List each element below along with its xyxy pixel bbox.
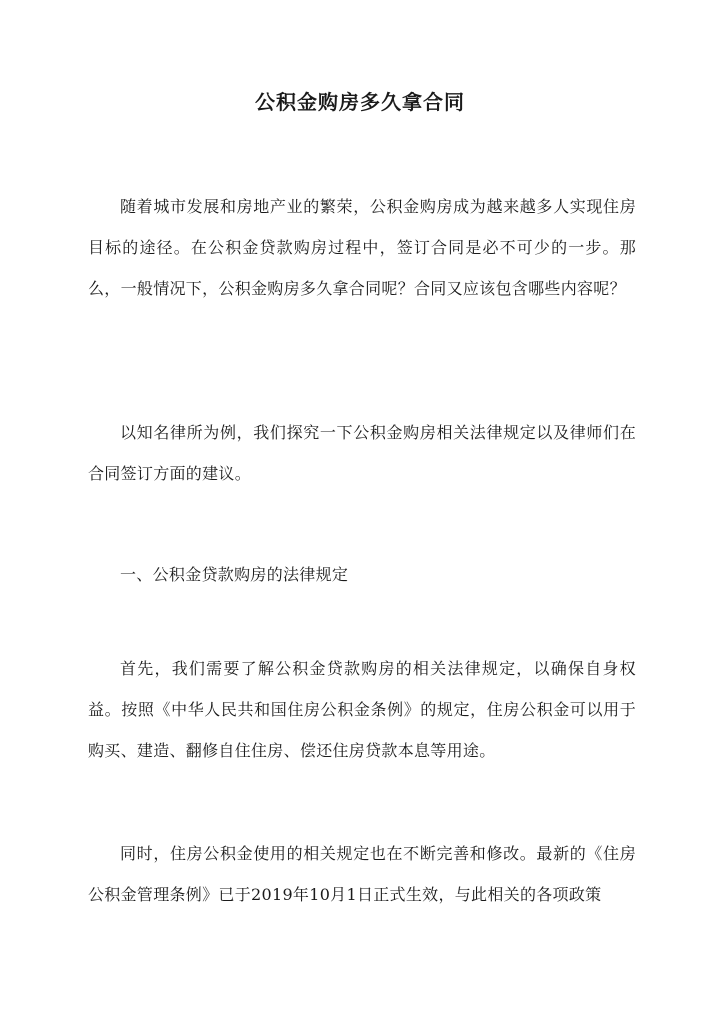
paragraph-example: 以知名律所为例，我们探究一下公积金购房相关法律规定以及律师们在合同签订方面的建议。	[88, 423, 636, 483]
paragraph-legal-rules: 首先，我们需要了解公积金贷款购房的相关法律规定，以确保自身权益。按照《中华人民共和国住房公积金条例》的规定，住房公积金可以用于购买、建造、翻修自住住房、偿还住房贷款本息等用途。	[88, 659, 636, 760]
paragraph-intro: 随着城市发展和房地产业的繁荣，公积金购房成为越来越多人实现住房目标的途径。在公积金贷款购房过程中，签订合同是必不可少的一步。那么，一般情况下，公积金购房多久拿合同呢？合同又应该包含哪些内容呢？	[88, 197, 636, 298]
document-title: 公积金购房多久拿合同	[255, 90, 465, 114]
section-heading-legal-rules: 一、公积金贷款购房的法律规定	[120, 565, 349, 584]
paragraph-regulation-update: 同时，住房公积金使用的相关规定也在不断完善和修改。最新的《住房公积金管理条例》已于2019年10月1日正式生效，与此相关的各项政策	[88, 844, 636, 904]
